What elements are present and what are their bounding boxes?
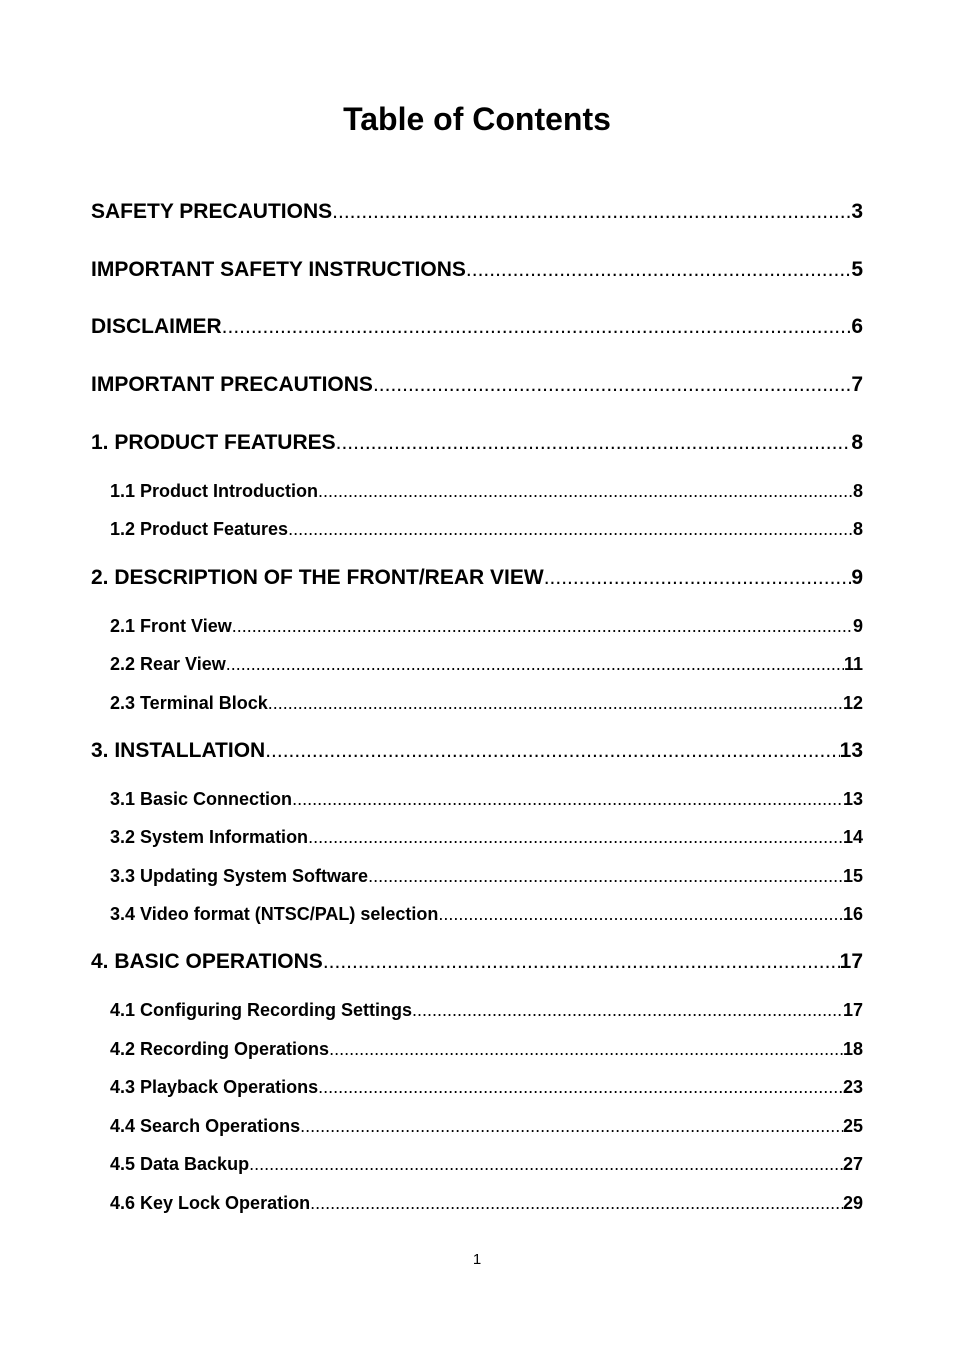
toc-subentry-page: 9 [852,616,863,636]
dot-leader [308,826,843,848]
toc-subentry-label: 3.4 Video format (NTSC/PAL) selection [110,904,439,924]
toc-subentry-label: 2.3 Terminal Block [110,693,268,713]
toc-subentry-page: 27 [842,1154,863,1174]
dot-leader [222,314,852,340]
toc-subentry-page: 14 [842,827,863,847]
toc-subentry-2-1[interactable] [110,615,863,637]
toc-entry-important-safety-instructions[interactable] [91,257,863,283]
toc-subentry-page: 29 [842,1193,863,1213]
toc-subentry-label: 4.5 Data Backup [110,1154,250,1174]
toc-subentry-page: 16 [842,904,863,924]
toc-subentry-label: 4.1 Configuring Recording Settings [110,1000,413,1020]
dot-leader [544,565,852,591]
toc-entry-label: SAFETY PRECAUTIONS [91,200,333,223]
toc-entry-page: 6 [851,315,863,338]
toc-entry-label: IMPORTANT PRECAUTIONS [91,373,373,396]
toc-entry-important-precautions[interactable] [91,372,863,398]
toc-subentry-4-2[interactable] [110,1038,863,1060]
toc-subentry-label: 2.1 Front View [110,616,232,636]
toc-entry-label: 4. BASIC OPERATIONS [91,950,323,973]
toc-entry-page: 9 [851,566,863,589]
toc-subentry-1-1[interactable] [110,480,863,502]
toc-entry-page: 17 [839,950,863,973]
toc-subentry-page: 11 [843,654,863,674]
dot-leader [310,1192,843,1214]
dot-leader [336,430,852,456]
toc-subentry-page: 23 [842,1077,863,1097]
dot-leader [332,199,851,225]
toc-subentry-3-1[interactable] [110,788,863,810]
toc-subentry-2-2[interactable] [110,653,863,675]
toc-entry-label: IMPORTANT SAFETY INSTRUCTIONS [91,258,466,281]
toc-subentry-3-2[interactable] [110,826,863,848]
toc-entry-product-features[interactable] [91,430,863,456]
toc-subentry-label: 4.6 Key Lock Operation [110,1193,311,1213]
toc-entry-page: 3 [851,200,863,223]
dot-leader [318,1076,843,1098]
toc-subentry-page: 8 [852,481,863,501]
toc-entry-label: 2. DESCRIPTION OF THE FRONT/REAR VIEW [91,566,544,589]
toc-entry-label: 3. INSTALLATION [91,739,266,762]
toc-subentry-4-5[interactable] [110,1153,863,1175]
toc-subentry-page: 18 [842,1039,863,1059]
dot-leader [265,738,839,764]
dot-leader [368,865,843,887]
dot-leader [412,999,843,1021]
toc-subentry-label: 1.2 Product Features [110,519,289,539]
dot-leader [226,653,844,675]
toc-entry-label: 1. PRODUCT FEATURES [91,431,336,454]
toc-subentry-page: 25 [842,1116,863,1136]
toc-subentry-page: 12 [842,693,863,713]
page-number: 1 [472,1251,482,1268]
dot-leader [300,1115,843,1137]
toc-subentry-4-3[interactable] [110,1076,863,1098]
toc-subentry-label: 4.3 Playback Operations [110,1077,319,1097]
dot-leader [292,788,843,810]
toc-subentry-page: 15 [842,866,863,886]
toc-subentry-4-6[interactable] [110,1192,863,1214]
page-title: Table of Contents [343,101,611,137]
toc-subentry-label: 3.2 System Information [110,827,309,847]
dot-leader [268,692,843,714]
toc-entry-safety-precautions[interactable] [91,199,863,225]
toc-entry-page: 8 [851,431,863,454]
dot-leader [329,1038,843,1060]
toc-entry-disclaimer[interactable] [91,314,863,340]
toc-entry-basic-operations[interactable] [91,949,863,975]
toc-subentry-label: 3.3 Updating System Software [110,866,369,886]
dot-leader [232,615,853,637]
toc-subentry-page: 8 [852,519,863,539]
dot-leader [323,949,840,975]
toc-subentry-4-1[interactable] [110,999,863,1021]
toc-entry-front-rear-view[interactable] [91,565,863,591]
dot-leader [288,518,853,540]
toc-subentry-label: 4.2 Recording Operations [110,1039,330,1059]
toc-subentry-3-3[interactable] [110,865,863,887]
toc-subentry-label: 4.4 Search Operations [110,1116,301,1136]
dot-leader [438,903,843,925]
toc-subentry-1-2[interactable] [110,518,863,540]
dot-leader [466,257,851,283]
toc-subentry-label: 3.1 Basic Connection [110,789,293,809]
toc-subentry-page: 17 [842,1000,863,1020]
toc-subentry-2-3[interactable] [110,692,863,714]
dot-leader [373,372,851,398]
dot-leader [318,480,853,502]
toc-subentry-label: 2.2 Rear View [110,654,226,674]
dot-leader [249,1153,843,1175]
toc-subentry-4-4[interactable] [110,1115,863,1137]
toc-entry-page: 13 [839,739,863,762]
toc-subentry-3-4[interactable] [110,903,863,925]
toc-entry-page: 5 [851,258,863,281]
toc-subentry-page: 13 [842,789,863,809]
toc-entry-page: 7 [851,373,863,396]
toc-entry-installation[interactable] [91,738,863,764]
toc-subentry-label: 1.1 Product Introduction [110,481,319,501]
toc-entry-label: DISCLAIMER [91,315,222,338]
